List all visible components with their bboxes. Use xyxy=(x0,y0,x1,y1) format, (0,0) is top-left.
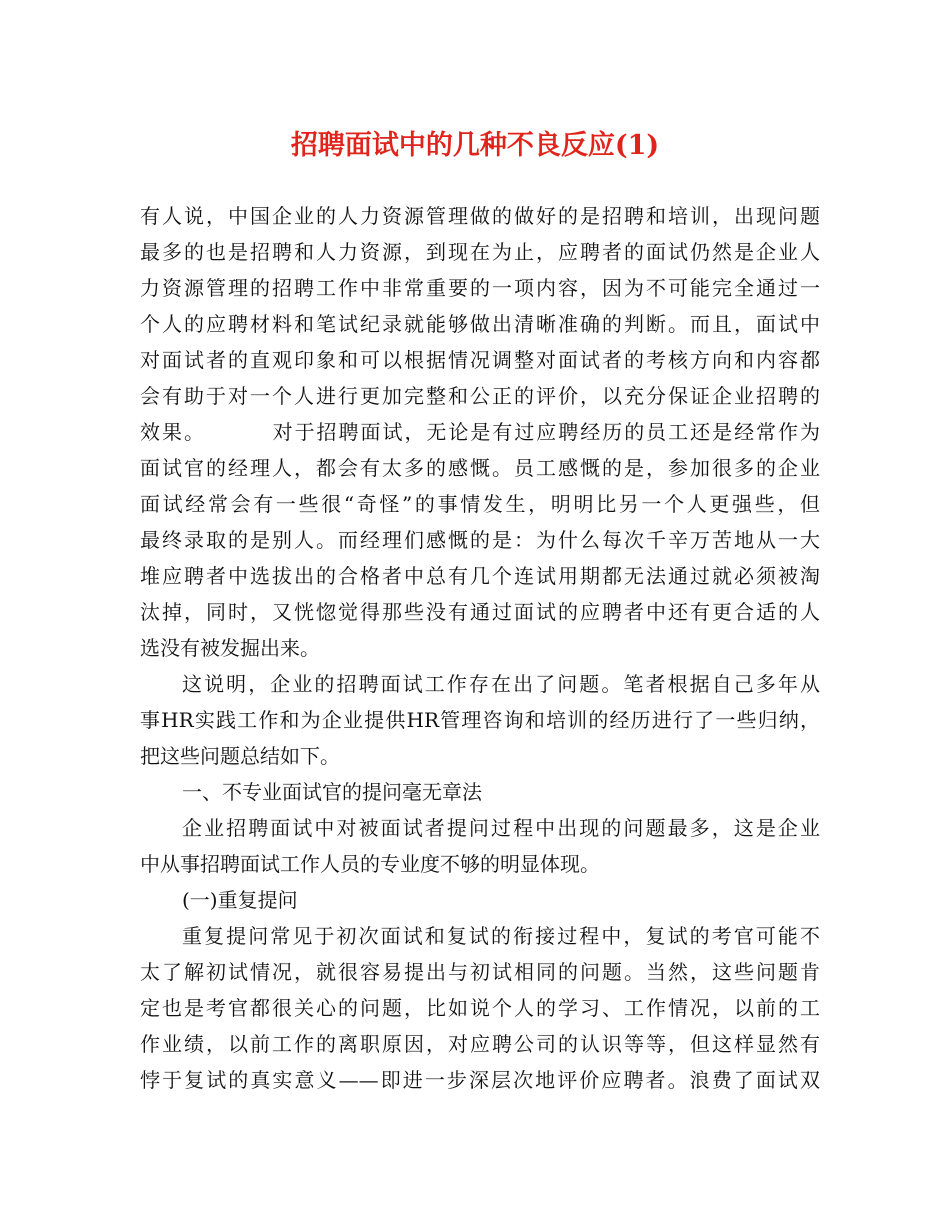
body-line-11: 堆应聘者中选拔出的合格者中总有几个连试用期都无法通过就必须被淘 xyxy=(140,564,820,588)
body-line-23: 定也是考官都很关心的问题，比如说个人的学习、工作情况，以前的工 xyxy=(140,996,820,1020)
body-line-9: 面试经常会有一些很“奇怪”的事情发生，明明比另一个人更强些，但 xyxy=(140,492,820,516)
body-line-13: 选没有被发掘出来。 xyxy=(140,636,320,660)
body-line-25: 悖于复试的真实意义——即进一步深层次地评价应聘者。浪费了面试双 xyxy=(140,1068,820,1092)
body-line-3: 力资源管理的招聘工作中非常重要的一项内容，因为不可能完全通过一 xyxy=(140,276,820,300)
body-line-10: 最终录取的是别人。而经理们感慨的是：为什么每次千辛万苦地从一大 xyxy=(140,528,820,552)
body-line-2: 最多的也是招聘和人力资源，到现在为止，应聘者的面试仍然是企业人 xyxy=(140,240,820,264)
body-line-5: 对面试者的直观印象和可以根据情况调整对面试者的考核方向和内容都 xyxy=(140,348,820,372)
body-line-1: 有人说，中国企业的人力资源管理做的做好的是招聘和培训，出现问题 xyxy=(140,204,820,228)
body-line-8: 面试官的经理人，都会有太多的感慨。员工感慨的是，参加很多的企业 xyxy=(140,456,820,480)
body-line-22: 太了解初试情况，就很容易提出与初试相同的问题。当然，这些问题肯 xyxy=(140,960,820,984)
subsection-heading-1: (一)重复提问 xyxy=(182,888,298,912)
body-line-24: 作业绩，以前工作的离职原因，对应聘公司的认识等等，但这样显然有 xyxy=(140,1032,820,1056)
body-line-7: 效果。 对于招聘面试，无论是有过应聘经历的员工还是经常作为 xyxy=(140,420,820,444)
body-line-19: 中从事招聘面试工作人员的专业度不够的明显体现。 xyxy=(140,852,600,876)
body-line-14: 这说明，企业的招聘面试工作存在出了问题。笔者根据自己多年从 xyxy=(182,672,820,696)
section-heading-1: 一、不专业面试官的提问毫无章法 xyxy=(182,780,482,804)
body-line-15: 事HR实践工作和为企业提供HR管理咨询和培训的经历进行了一些归纳， xyxy=(140,708,820,732)
body-line-6: 会有助于对一个人进行更加完整和公正的评价，以充分保证企业招聘的 xyxy=(140,384,820,408)
body-line-21: 重复提问常见于初次面试和复试的衔接过程中，复试的考官可能不 xyxy=(182,924,820,948)
body-line-12: 汰掉，同时，又恍惚觉得那些没有通过面试的应聘者中还有更合适的人 xyxy=(140,600,820,624)
document-body xyxy=(140,198,820,1098)
body-line-16: 把这些问题总结如下。 xyxy=(140,744,340,768)
body-line-18: 企业招聘面试中对被面试者提问过程中出现的问题最多，这是企业 xyxy=(182,816,820,840)
body-line-4: 个人的应聘材料和笔试纪录就能够做出清晰准确的判断。而且，面试中 xyxy=(140,312,820,336)
document-title: 招聘面试中的几种不良反应(1) xyxy=(290,130,660,161)
